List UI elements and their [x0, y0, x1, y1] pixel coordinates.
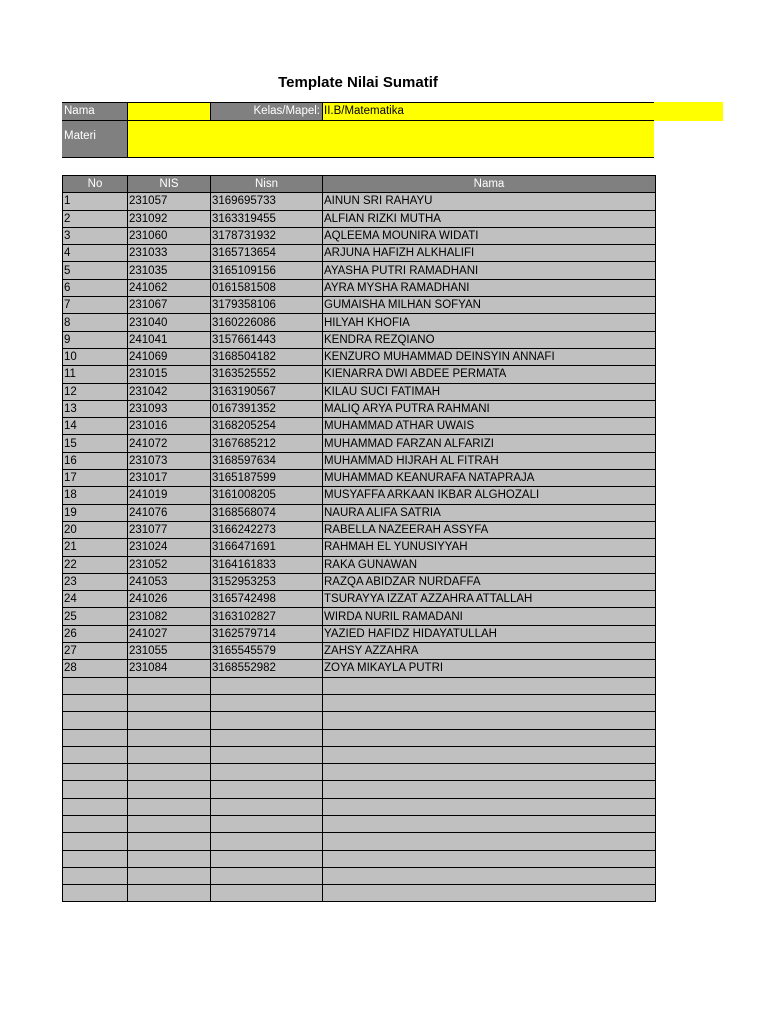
cell-nis[interactable]: 231042 — [128, 383, 211, 400]
cell-nama[interactable]: MUSYAFFA ARKAAN IKBAR ALGHOZALI — [323, 487, 656, 504]
table-row — [63, 643, 656, 660]
cell-nisn[interactable]: 3168597634 — [211, 452, 323, 469]
cell-nis[interactable] — [128, 677, 211, 694]
cell-nama[interactable] — [323, 850, 656, 867]
cell-no[interactable]: 6 — [63, 279, 128, 296]
cell-no[interactable]: 19 — [63, 504, 128, 521]
cell-no[interactable] — [63, 677, 128, 694]
kelas-mapel-label: Kelas/Mapel: — [210, 103, 322, 120]
cell-nisn[interactable]: 3165187599 — [211, 470, 323, 487]
cell-nisn[interactable]: 3165109156 — [211, 262, 323, 279]
cell-nisn[interactable]: 3168205254 — [211, 418, 323, 435]
cell-nisn[interactable]: 3168568074 — [211, 504, 323, 521]
cell-no[interactable]: 9 — [63, 331, 128, 348]
cell-nis[interactable]: 231040 — [128, 314, 211, 331]
page-title: Template Nilai Sumatif — [278, 74, 438, 91]
table-row — [63, 781, 656, 798]
cell-nama[interactable]: RAHMAH EL YUNUSIYYAH — [323, 539, 656, 556]
cell-nis[interactable]: 241062 — [128, 279, 211, 296]
cell-no[interactable]: 11 — [63, 366, 128, 383]
cell-nama[interactable] — [323, 833, 656, 850]
cell-nama[interactable]: MALIQ ARYA PUTRA RAHMANI — [323, 400, 656, 417]
cell-nis[interactable]: 231084 — [128, 660, 211, 677]
cell-nis[interactable] — [128, 798, 211, 815]
cell-nisn[interactable]: 3163190567 — [211, 383, 323, 400]
cell-no[interactable]: 10 — [63, 348, 128, 365]
cell-nis[interactable]: 231016 — [128, 418, 211, 435]
table-row — [63, 625, 656, 642]
table-row — [63, 193, 656, 210]
cell-no[interactable]: 16 — [63, 452, 128, 469]
cell-nisn[interactable] — [211, 885, 323, 902]
cell-nis[interactable]: 241072 — [128, 435, 211, 452]
table-row — [63, 210, 656, 227]
table-row — [63, 366, 656, 383]
column-header-nisn: Nisn — [211, 176, 323, 193]
table-row — [63, 400, 656, 417]
table-row — [63, 504, 656, 521]
column-header-no: No — [63, 176, 128, 193]
cell-nama[interactable]: KENZURO MUHAMMAD DEINSYIN ANNAFI — [323, 348, 656, 365]
cell-nis[interactable] — [128, 764, 211, 781]
table-row — [63, 660, 656, 677]
cell-nis[interactable] — [128, 815, 211, 832]
cell-nisn[interactable]: 3168504182 — [211, 348, 323, 365]
cell-nama[interactable]: MUHAMMAD ATHAR UWAIS — [323, 418, 656, 435]
cell-no[interactable] — [63, 850, 128, 867]
cell-no[interactable] — [63, 798, 128, 815]
table-row — [63, 539, 656, 556]
cell-nis[interactable]: 231015 — [128, 366, 211, 383]
student-table — [62, 175, 656, 902]
table-row — [63, 227, 656, 244]
cell-nis[interactable] — [128, 712, 211, 729]
cell-nisn[interactable] — [211, 746, 323, 763]
cell-nama[interactable]: WIRDA NURIL RAMADANI — [323, 608, 656, 625]
cell-nisn[interactable]: 3163102827 — [211, 608, 323, 625]
cell-no[interactable] — [63, 781, 128, 798]
cell-no[interactable]: 20 — [63, 521, 128, 538]
cell-no[interactable]: 27 — [63, 643, 128, 660]
cell-nisn[interactable]: 3157661443 — [211, 331, 323, 348]
cell-no[interactable]: 13 — [63, 400, 128, 417]
cell-nisn[interactable]: 3165545579 — [211, 643, 323, 660]
cell-nis[interactable]: 241026 — [128, 591, 211, 608]
table-row — [63, 279, 656, 296]
cell-nama[interactable]: TSURAYYA IZZAT AZZAHRA ATTALLAH — [323, 591, 656, 608]
cell-nis[interactable]: 231035 — [128, 262, 211, 279]
cell-no[interactable]: 23 — [63, 573, 128, 590]
cell-nama[interactable] — [323, 746, 656, 763]
cell-nis[interactable]: 231057 — [128, 193, 211, 210]
cell-nama[interactable] — [323, 677, 656, 694]
cell-nama[interactable]: ZOYA MIKAYLA PUTRI — [323, 660, 656, 677]
cell-nis[interactable]: 231077 — [128, 521, 211, 538]
cell-nisn[interactable]: 3163525552 — [211, 366, 323, 383]
table-row — [63, 764, 656, 781]
cell-no[interactable]: 1 — [63, 193, 128, 210]
cell-nama[interactable]: ZAHSY AZZAHRA — [323, 643, 656, 660]
cell-no[interactable] — [63, 867, 128, 884]
cell-no[interactable] — [63, 885, 128, 902]
cell-nama[interactable]: MUHAMMAD FARZAN ALFARIZI — [323, 435, 656, 452]
column-header-nama: Nama — [323, 176, 656, 193]
cell-nisn[interactable]: 3178731932 — [211, 227, 323, 244]
cell-nis[interactable]: 231024 — [128, 539, 211, 556]
table-row — [63, 608, 656, 625]
cell-nis[interactable]: 241027 — [128, 625, 211, 642]
cell-nama[interactable]: ALFIAN RIZKI MUTHA — [323, 210, 656, 227]
nama-label: Nama — [62, 103, 127, 120]
cell-nis[interactable]: 231067 — [128, 297, 211, 314]
cell-nama[interactable]: RAKA GUNAWAN — [323, 556, 656, 573]
form-header-row — [62, 102, 654, 121]
cell-no[interactable] — [63, 746, 128, 763]
table-row — [63, 712, 656, 729]
cell-nama[interactable] — [323, 798, 656, 815]
cell-nis[interactable]: 231017 — [128, 470, 211, 487]
cell-nisn[interactable] — [211, 677, 323, 694]
cell-nisn[interactable]: 3167685212 — [211, 435, 323, 452]
table-row — [63, 694, 656, 711]
cell-nisn[interactable] — [211, 798, 323, 815]
cell-nama[interactable]: RABELLA NAZEERAH ASSYFA — [323, 521, 656, 538]
cell-no[interactable] — [63, 833, 128, 850]
cell-nisn[interactable]: 3165742498 — [211, 591, 323, 608]
table-row — [63, 521, 656, 538]
table-row — [63, 591, 656, 608]
cell-nama[interactable]: NAURA ALIFA SATRIA — [323, 504, 656, 521]
cell-no[interactable]: 24 — [63, 591, 128, 608]
table-row — [63, 746, 656, 763]
table-row — [63, 262, 656, 279]
table-row — [63, 314, 656, 331]
cell-no[interactable]: 17 — [63, 470, 128, 487]
cell-nis[interactable]: 231052 — [128, 556, 211, 573]
cell-nis[interactable] — [128, 850, 211, 867]
cell-nisn[interactable]: 3164161833 — [211, 556, 323, 573]
cell-nis[interactable] — [128, 729, 211, 746]
cell-nama[interactable] — [323, 885, 656, 902]
nama-field[interactable] — [127, 103, 210, 120]
table-row — [63, 729, 656, 746]
cell-nis[interactable] — [128, 833, 211, 850]
cell-nama[interactable]: AYASHA PUTRI RAMADHANI — [323, 262, 656, 279]
cell-nis[interactable]: 231092 — [128, 210, 211, 227]
cell-no[interactable] — [63, 694, 128, 711]
table-row — [63, 885, 656, 902]
cell-no[interactable]: 14 — [63, 418, 128, 435]
cell-no[interactable] — [63, 712, 128, 729]
cell-nisn[interactable]: 3152953253 — [211, 573, 323, 590]
kelas-mapel-field[interactable]: II.B/Matematika — [322, 103, 654, 120]
materi-row — [62, 121, 654, 158]
cell-nis[interactable]: 231060 — [128, 227, 211, 244]
cell-nis[interactable]: 241041 — [128, 331, 211, 348]
table-row — [63, 556, 656, 573]
cell-nama[interactable]: KILAU SUCI FATIMAH — [323, 383, 656, 400]
cell-nis[interactable] — [128, 694, 211, 711]
table-row — [63, 383, 656, 400]
cell-nama[interactable]: MUHAMMAD KEANURAFA NATAPRAJA — [323, 470, 656, 487]
cell-nisn[interactable] — [211, 850, 323, 867]
cell-nama[interactable]: RAZQA ABIDZAR NURDAFFA — [323, 573, 656, 590]
cell-nis[interactable] — [128, 746, 211, 763]
cell-no[interactable]: 8 — [63, 314, 128, 331]
cell-nis[interactable]: 231055 — [128, 643, 211, 660]
cell-nis[interactable] — [128, 867, 211, 884]
cell-no[interactable]: 21 — [63, 539, 128, 556]
table-row — [63, 470, 656, 487]
cell-no[interactable]: 22 — [63, 556, 128, 573]
table-row — [63, 815, 656, 832]
cell-no[interactable]: 3 — [63, 227, 128, 244]
cell-nisn[interactable] — [211, 867, 323, 884]
cell-nama[interactable]: MUHAMMAD HIJRAH AL FITRAH — [323, 452, 656, 469]
cell-nis[interactable] — [128, 885, 211, 902]
cell-nisn[interactable] — [211, 694, 323, 711]
table-row — [63, 452, 656, 469]
cell-no[interactable]: 28 — [63, 660, 128, 677]
cell-nisn[interactable]: 3166242273 — [211, 521, 323, 538]
cell-nisn[interactable]: 3162579714 — [211, 625, 323, 642]
cell-no[interactable]: 25 — [63, 608, 128, 625]
table-row — [63, 573, 656, 590]
cell-nisn[interactable]: 3160226086 — [211, 314, 323, 331]
cell-nisn[interactable] — [211, 815, 323, 832]
cell-nisn[interactable]: 3168552982 — [211, 660, 323, 677]
cell-nama[interactable] — [323, 867, 656, 884]
cell-nisn[interactable] — [211, 764, 323, 781]
table-row — [63, 348, 656, 365]
kelas-highlight-extension — [654, 102, 723, 121]
cell-nama[interactable]: KIENARRA DWI ABDEE PERMATA — [323, 366, 656, 383]
cell-nama[interactable] — [323, 815, 656, 832]
table-row — [63, 677, 656, 694]
cell-nisn[interactable] — [211, 833, 323, 850]
cell-nama[interactable] — [323, 694, 656, 711]
cell-nama[interactable]: YAZIED HAFIDZ HIDAYATULLAH — [323, 625, 656, 642]
table-header-row — [63, 176, 656, 193]
cell-nis[interactable]: 241053 — [128, 573, 211, 590]
cell-no[interactable]: 12 — [63, 383, 128, 400]
table-row — [63, 867, 656, 884]
cell-nis[interactable]: 231033 — [128, 245, 211, 262]
cell-no[interactable]: 5 — [63, 262, 128, 279]
cell-nisn[interactable] — [211, 729, 323, 746]
cell-nama[interactable]: HILYAH KHOFIA — [323, 314, 656, 331]
cell-nama[interactable]: GUMAISHA MILHAN SOFYAN — [323, 297, 656, 314]
table-row — [63, 245, 656, 262]
materi-field[interactable] — [127, 121, 654, 157]
cell-nis[interactable]: 231073 — [128, 452, 211, 469]
cell-nisn[interactable]: 3161008205 — [211, 487, 323, 504]
cell-nis[interactable]: 241019 — [128, 487, 211, 504]
cell-no[interactable]: 15 — [63, 435, 128, 452]
cell-no[interactable] — [63, 729, 128, 746]
cell-nama[interactable]: AINUN SRI RAHAYU — [323, 193, 656, 210]
cell-nis[interactable]: 241076 — [128, 504, 211, 521]
cell-nama[interactable] — [323, 729, 656, 746]
table-row — [63, 297, 656, 314]
table-row — [63, 798, 656, 815]
table-row — [63, 833, 656, 850]
cell-nis[interactable]: 231093 — [128, 400, 211, 417]
cell-nisn[interactable]: 0161581508 — [211, 279, 323, 296]
cell-nisn[interactable]: 3165713654 — [211, 245, 323, 262]
cell-nama[interactable]: AQLEEMA MOUNIRA WIDATI — [323, 227, 656, 244]
cell-nisn[interactable]: 3163319455 — [211, 210, 323, 227]
cell-nisn[interactable]: 3179358106 — [211, 297, 323, 314]
cell-no[interactable]: 18 — [63, 487, 128, 504]
cell-nama[interactable]: KENDRA REZQIANO — [323, 331, 656, 348]
cell-nisn[interactable]: 0167391352 — [211, 400, 323, 417]
cell-nisn[interactable]: 3166471691 — [211, 539, 323, 556]
cell-nisn[interactable] — [211, 712, 323, 729]
table-row — [63, 331, 656, 348]
cell-no[interactable]: 4 — [63, 245, 128, 262]
cell-nis[interactable]: 241069 — [128, 348, 211, 365]
cell-nis[interactable] — [128, 781, 211, 798]
cell-no[interactable]: 2 — [63, 210, 128, 227]
cell-nisn[interactable] — [211, 781, 323, 798]
cell-nis[interactable]: 231082 — [128, 608, 211, 625]
cell-no[interactable] — [63, 815, 128, 832]
cell-nama[interactable] — [323, 764, 656, 781]
table-row — [63, 435, 656, 452]
cell-no[interactable]: 7 — [63, 297, 128, 314]
table-row — [63, 418, 656, 435]
cell-nama[interactable]: ARJUNA HAFIZH ALKHALIFI — [323, 245, 656, 262]
cell-nama[interactable] — [323, 781, 656, 798]
column-header-nis: NIS — [128, 176, 211, 193]
cell-nisn[interactable]: 3169695733 — [211, 193, 323, 210]
table-row — [63, 850, 656, 867]
cell-no[interactable] — [63, 764, 128, 781]
materi-label: Materi — [62, 121, 127, 157]
cell-no[interactable]: 26 — [63, 625, 128, 642]
table-row — [63, 487, 656, 504]
cell-nama[interactable]: AYRA MYSHA RAMADHANI — [323, 279, 656, 296]
cell-nama[interactable] — [323, 712, 656, 729]
